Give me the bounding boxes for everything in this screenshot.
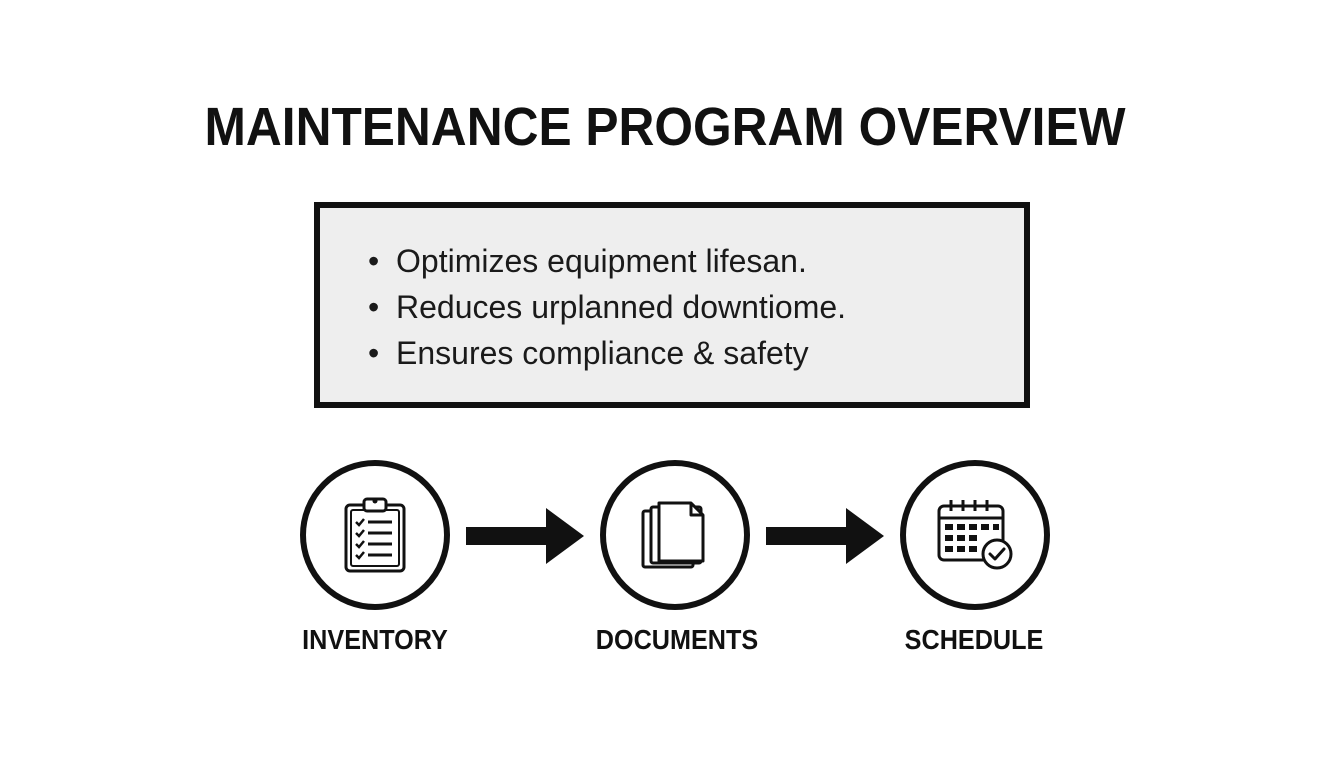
benefit-item <box>368 330 846 376</box>
benefit-item <box>368 284 846 330</box>
calendar-check-icon <box>935 498 1015 572</box>
documents-stack-icon <box>639 499 711 571</box>
bullet-marker: • <box>368 335 380 371</box>
benefit-text: Ensures compliance & safety <box>396 335 809 371</box>
benefit-text: Reduces urplanned downtiome. <box>396 289 847 325</box>
step-schedule <box>900 460 1050 610</box>
benefit-item <box>368 238 846 284</box>
benefit-text: Optimizes equipment lifesan. <box>396 243 807 279</box>
page-title: MAINTENANCE PROGRAM OVERVIEW <box>204 97 1126 157</box>
benefits-box <box>314 202 1030 408</box>
step-label-inventory: INVENTORY <box>302 624 448 655</box>
arrow-right-icon <box>766 508 884 564</box>
step-circle <box>900 460 1050 610</box>
bullet-marker: • <box>368 243 380 279</box>
benefits-list <box>368 238 846 376</box>
step-documents <box>600 460 750 610</box>
step-circle <box>300 460 450 610</box>
step-label-schedule: SCHEDULE <box>904 624 1044 655</box>
arrow-right-icon <box>466 508 584 564</box>
clipboard-checklist-icon <box>342 495 408 575</box>
step-inventory <box>300 460 450 610</box>
bullet-marker: • <box>368 289 380 325</box>
step-circle <box>600 460 750 610</box>
step-label-documents: DOCUMENTS <box>595 624 759 655</box>
